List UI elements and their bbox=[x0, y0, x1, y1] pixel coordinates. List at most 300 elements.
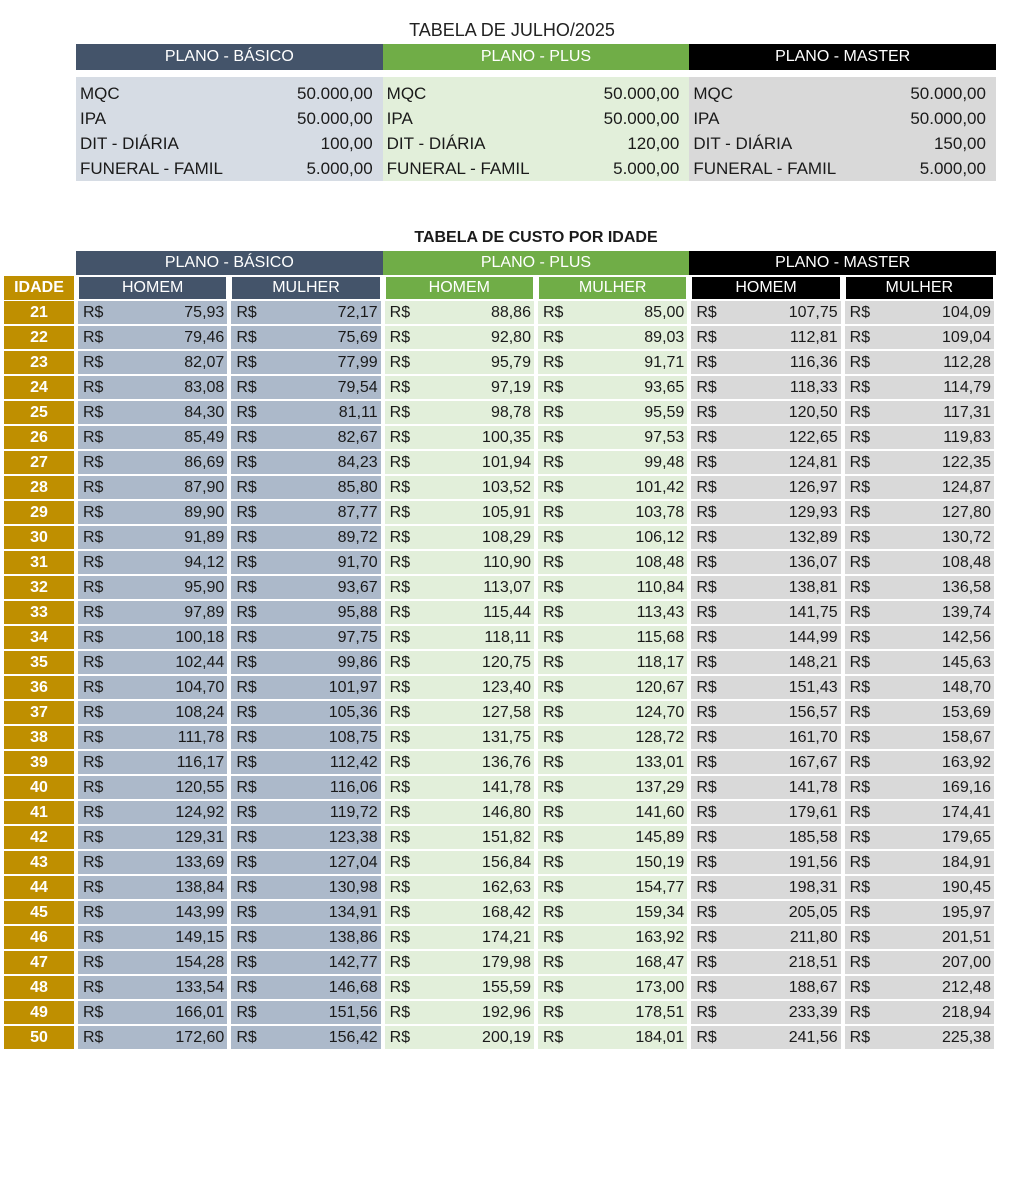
price-value: 142,77 bbox=[328, 954, 378, 971]
currency-symbol: R$ bbox=[696, 879, 717, 896]
currency-symbol: R$ bbox=[849, 379, 871, 396]
currency-symbol: R$ bbox=[83, 779, 104, 796]
price-cell-plus-mulher bbox=[538, 501, 687, 524]
currency-symbol: R$ bbox=[696, 604, 717, 621]
idade-cell: 33 bbox=[4, 601, 74, 624]
currency-symbol: R$ bbox=[849, 704, 871, 721]
price-value: 146,80 bbox=[482, 804, 531, 821]
price-value: 87,90 bbox=[184, 479, 225, 496]
currency-symbol: R$ bbox=[389, 479, 411, 496]
currency-symbol: R$ bbox=[389, 354, 411, 371]
price-value: 201,51 bbox=[942, 929, 991, 946]
table-row bbox=[4, 825, 996, 850]
price-value: 131,75 bbox=[482, 729, 531, 746]
price-cell-basico-mulher bbox=[231, 1001, 380, 1024]
currency-symbol: R$ bbox=[389, 604, 411, 621]
price-cell-basico-homem bbox=[78, 701, 227, 724]
currency-symbol: R$ bbox=[236, 354, 257, 371]
price-value: 123,40 bbox=[482, 679, 531, 696]
currency-symbol: R$ bbox=[542, 304, 564, 321]
price-value: 93,67 bbox=[337, 579, 378, 596]
currency-symbol: R$ bbox=[849, 679, 871, 696]
price-value: 179,65 bbox=[942, 829, 991, 846]
currency-symbol: R$ bbox=[849, 954, 871, 971]
price-value: 124,92 bbox=[175, 804, 225, 821]
price-value: 168,47 bbox=[635, 954, 685, 971]
price-value: 129,31 bbox=[175, 829, 225, 846]
price-value: 141,78 bbox=[482, 779, 531, 796]
price-value: 85,00 bbox=[644, 304, 685, 321]
coverage-label: MQC bbox=[80, 84, 120, 103]
price-cell-master-mulher bbox=[845, 726, 994, 749]
price-cell-basico-homem bbox=[78, 651, 227, 674]
currency-symbol: R$ bbox=[236, 554, 257, 571]
currency-symbol: R$ bbox=[236, 729, 257, 746]
price-value: 174,41 bbox=[942, 804, 991, 821]
currency-symbol: R$ bbox=[83, 504, 104, 521]
table-row bbox=[4, 350, 996, 375]
price-value: 82,07 bbox=[184, 354, 225, 371]
price-value: 138,84 bbox=[175, 879, 225, 896]
price-value: 115,44 bbox=[483, 604, 531, 621]
currency-symbol: R$ bbox=[236, 779, 257, 796]
idade-cell: 39 bbox=[4, 751, 74, 774]
price-value: 107,75 bbox=[788, 304, 838, 321]
price-cell-plus-homem bbox=[385, 351, 534, 374]
price-cell-basico-homem bbox=[78, 376, 227, 399]
price-cell-basico-mulher bbox=[231, 526, 380, 549]
plan-header-basico: PLANO - BÁSICO bbox=[76, 44, 383, 70]
currency-symbol: R$ bbox=[849, 1029, 871, 1046]
price-value: 111,78 bbox=[177, 729, 225, 746]
currency-symbol: R$ bbox=[83, 629, 104, 646]
table-row bbox=[4, 475, 996, 500]
price-cell-master-mulher bbox=[845, 476, 994, 499]
coverage-row bbox=[693, 81, 986, 106]
price-value: 115,68 bbox=[636, 629, 685, 646]
price-value: 205,05 bbox=[788, 904, 838, 921]
table-row bbox=[4, 950, 996, 975]
coverage-value: 50.000,00 bbox=[603, 84, 680, 103]
currency-symbol: R$ bbox=[83, 804, 104, 821]
currency-symbol: R$ bbox=[696, 979, 717, 996]
price-cell-master-homem bbox=[691, 726, 840, 749]
plan-header-plus: PLANO - PLUS bbox=[383, 44, 690, 70]
price-value: 198,31 bbox=[788, 879, 838, 896]
price-value: 185,58 bbox=[788, 829, 838, 846]
currency-symbol: R$ bbox=[389, 629, 411, 646]
coverage-value: 50.000,00 bbox=[910, 84, 986, 103]
table-row bbox=[4, 1025, 996, 1050]
price-value: 116,36 bbox=[789, 354, 838, 371]
price-cell-plus-mulher bbox=[538, 451, 687, 474]
price-value: 84,23 bbox=[337, 454, 378, 471]
currency-symbol: R$ bbox=[849, 1004, 871, 1021]
price-value: 89,90 bbox=[184, 504, 225, 521]
currency-symbol: R$ bbox=[236, 529, 257, 546]
price-cell-plus-mulher bbox=[538, 676, 687, 699]
price-value: 98,78 bbox=[490, 404, 531, 421]
currency-symbol: R$ bbox=[389, 979, 411, 996]
price-cell-basico-homem bbox=[78, 451, 227, 474]
price-cell-plus-mulher bbox=[538, 301, 687, 324]
currency-symbol: R$ bbox=[696, 829, 717, 846]
idade-cell: 45 bbox=[4, 901, 74, 924]
coverage-col-plus bbox=[383, 77, 690, 181]
price-value: 179,98 bbox=[482, 954, 531, 971]
currency-symbol: R$ bbox=[389, 879, 411, 896]
coverage-row bbox=[387, 106, 680, 131]
table-row bbox=[4, 875, 996, 900]
currency-symbol: R$ bbox=[83, 729, 104, 746]
price-value: 118,33 bbox=[789, 379, 838, 396]
currency-symbol: R$ bbox=[696, 429, 717, 446]
idade-cell: 46 bbox=[4, 926, 74, 949]
age-cost-table bbox=[4, 251, 996, 1050]
coverage-label: DIT - DIÁRIA bbox=[693, 134, 793, 153]
price-cell-master-homem bbox=[691, 901, 840, 924]
price-value: 172,60 bbox=[175, 1029, 225, 1046]
coverage-row bbox=[387, 81, 680, 106]
price-cell-master-homem bbox=[691, 551, 840, 574]
age-plan-header-plus: PLANO - PLUS bbox=[383, 251, 690, 275]
idade-cell: 27 bbox=[4, 451, 74, 474]
currency-symbol: R$ bbox=[542, 429, 564, 446]
price-cell-basico-mulher bbox=[231, 951, 380, 974]
currency-symbol: R$ bbox=[83, 929, 104, 946]
price-cell-plus-homem bbox=[385, 701, 534, 724]
currency-symbol: R$ bbox=[542, 379, 564, 396]
price-cell-master-homem bbox=[691, 826, 840, 849]
currency-symbol: R$ bbox=[389, 579, 411, 596]
currency-symbol: R$ bbox=[542, 504, 564, 521]
currency-symbol: R$ bbox=[696, 529, 717, 546]
currency-symbol: R$ bbox=[542, 654, 564, 671]
price-value: 200,19 bbox=[482, 1029, 531, 1046]
coverage-label: FUNERAL - FAMIL bbox=[693, 159, 837, 178]
price-value: 101,94 bbox=[482, 454, 531, 471]
currency-symbol: R$ bbox=[696, 304, 717, 321]
currency-symbol: R$ bbox=[542, 879, 564, 896]
price-cell-master-mulher bbox=[845, 776, 994, 799]
price-value: 156,57 bbox=[788, 704, 838, 721]
currency-symbol: R$ bbox=[389, 454, 411, 471]
age-table-title: TABELA DE CUSTO POR IDADE bbox=[414, 229, 658, 246]
currency-symbol: R$ bbox=[542, 1029, 564, 1046]
age-plan-header-basico: PLANO - BÁSICO bbox=[76, 251, 383, 275]
price-cell-plus-mulher bbox=[538, 526, 687, 549]
table-row bbox=[4, 600, 996, 625]
price-cell-basico-mulher bbox=[231, 726, 380, 749]
currency-symbol: R$ bbox=[236, 629, 257, 646]
price-value: 161,70 bbox=[788, 729, 838, 746]
price-cell-plus-mulher bbox=[538, 626, 687, 649]
currency-symbol: R$ bbox=[236, 379, 257, 396]
price-value: 95,59 bbox=[644, 404, 685, 421]
price-cell-master-homem bbox=[691, 851, 840, 874]
price-cell-plus-homem bbox=[385, 751, 534, 774]
idade-cell: 23 bbox=[4, 351, 74, 374]
price-value: 195,97 bbox=[942, 904, 991, 921]
currency-symbol: R$ bbox=[83, 704, 104, 721]
price-cell-master-mulher bbox=[845, 576, 994, 599]
price-value: 86,69 bbox=[184, 454, 225, 471]
coverage-value: 5.000,00 bbox=[613, 159, 680, 178]
price-cell-master-homem bbox=[691, 951, 840, 974]
currency-symbol: R$ bbox=[236, 754, 257, 771]
table-row bbox=[4, 375, 996, 400]
currency-symbol: R$ bbox=[389, 429, 411, 446]
currency-symbol: R$ bbox=[542, 604, 564, 621]
price-cell-plus-homem bbox=[385, 1001, 534, 1024]
price-value: 87,77 bbox=[337, 504, 378, 521]
coverage-row bbox=[80, 131, 373, 156]
price-cell-plus-homem bbox=[385, 501, 534, 524]
price-value: 141,75 bbox=[788, 604, 838, 621]
currency-symbol: R$ bbox=[542, 729, 564, 746]
price-cell-basico-homem bbox=[78, 676, 227, 699]
price-value: 83,08 bbox=[184, 379, 225, 396]
price-cell-plus-homem bbox=[385, 426, 534, 449]
price-value: 112,81 bbox=[789, 329, 838, 346]
table-row bbox=[4, 850, 996, 875]
price-value: 94,12 bbox=[184, 554, 225, 571]
price-value: 109,04 bbox=[942, 329, 991, 346]
price-value: 142,56 bbox=[942, 629, 991, 646]
price-value: 127,04 bbox=[328, 854, 378, 871]
price-cell-master-homem bbox=[691, 326, 840, 349]
master-homem-header: HOMEM bbox=[691, 276, 840, 300]
currency-symbol: R$ bbox=[236, 404, 257, 421]
table-row bbox=[4, 325, 996, 350]
price-value: 127,80 bbox=[942, 504, 991, 521]
price-value: 124,81 bbox=[788, 454, 838, 471]
idade-cell: 38 bbox=[4, 726, 74, 749]
price-value: 102,44 bbox=[175, 654, 225, 671]
price-cell-master-homem bbox=[691, 376, 840, 399]
price-value: 101,42 bbox=[635, 479, 685, 496]
price-value: 120,55 bbox=[175, 779, 225, 796]
currency-symbol: R$ bbox=[236, 679, 257, 696]
currency-symbol: R$ bbox=[696, 804, 717, 821]
currency-symbol: R$ bbox=[83, 879, 104, 896]
idade-header: IDADE bbox=[4, 276, 74, 300]
price-cell-plus-mulher bbox=[538, 951, 687, 974]
price-value: 117,31 bbox=[943, 404, 991, 421]
price-cell-basico-homem bbox=[78, 951, 227, 974]
price-cell-basico-homem bbox=[78, 601, 227, 624]
price-value: 130,98 bbox=[328, 879, 378, 896]
age-rows bbox=[4, 300, 996, 1050]
currency-symbol: R$ bbox=[236, 879, 257, 896]
price-cell-basico-mulher bbox=[231, 351, 380, 374]
table-row bbox=[4, 550, 996, 575]
price-cell-basico-homem bbox=[78, 851, 227, 874]
price-cell-basico-mulher bbox=[231, 976, 380, 999]
price-cell-plus-mulher bbox=[538, 351, 687, 374]
currency-symbol: R$ bbox=[389, 729, 411, 746]
price-cell-basico-homem bbox=[78, 776, 227, 799]
price-cell-master-homem bbox=[691, 701, 840, 724]
price-cell-basico-mulher bbox=[231, 576, 380, 599]
currency-symbol: R$ bbox=[849, 929, 871, 946]
price-cell-master-mulher bbox=[845, 676, 994, 699]
price-value: 151,43 bbox=[788, 679, 838, 696]
price-value: 139,74 bbox=[942, 604, 991, 621]
price-value: 155,59 bbox=[482, 979, 531, 996]
price-cell-basico-homem bbox=[78, 426, 227, 449]
currency-symbol: R$ bbox=[389, 904, 411, 921]
price-cell-basico-homem bbox=[78, 976, 227, 999]
price-cell-plus-mulher bbox=[538, 926, 687, 949]
price-cell-master-homem bbox=[691, 651, 840, 674]
price-cell-master-mulher bbox=[845, 1001, 994, 1024]
price-cell-basico-homem bbox=[78, 726, 227, 749]
currency-symbol: R$ bbox=[389, 304, 411, 321]
currency-symbol: R$ bbox=[542, 679, 564, 696]
price-cell-basico-homem bbox=[78, 751, 227, 774]
price-cell-basico-mulher bbox=[231, 826, 380, 849]
price-value: 92,80 bbox=[490, 329, 531, 346]
price-cell-plus-homem bbox=[385, 576, 534, 599]
price-value: 153,69 bbox=[942, 704, 991, 721]
price-value: 126,97 bbox=[788, 479, 838, 496]
price-value: 85,49 bbox=[184, 429, 225, 446]
price-cell-basico-homem bbox=[78, 526, 227, 549]
currency-symbol: R$ bbox=[389, 329, 411, 346]
idade-cell: 35 bbox=[4, 651, 74, 674]
currency-symbol: R$ bbox=[696, 554, 717, 571]
currency-symbol: R$ bbox=[83, 479, 104, 496]
price-value: 146,68 bbox=[328, 979, 378, 996]
currency-symbol: R$ bbox=[849, 654, 871, 671]
currency-symbol: R$ bbox=[83, 904, 104, 921]
table-row bbox=[4, 425, 996, 450]
currency-symbol: R$ bbox=[83, 579, 104, 596]
price-value: 188,67 bbox=[788, 979, 838, 996]
coverage-label: DIT - DIÁRIA bbox=[80, 134, 179, 153]
idade-cell: 34 bbox=[4, 626, 74, 649]
idade-cell: 50 bbox=[4, 1026, 74, 1049]
idade-cell: 21 bbox=[4, 301, 74, 324]
price-cell-basico-mulher bbox=[231, 751, 380, 774]
price-cell-basico-mulher bbox=[231, 801, 380, 824]
table-row bbox=[4, 450, 996, 475]
currency-symbol: R$ bbox=[389, 829, 411, 846]
currency-symbol: R$ bbox=[389, 404, 411, 421]
price-value: 120,67 bbox=[635, 679, 685, 696]
price-cell-master-homem bbox=[691, 1026, 840, 1049]
price-cell-plus-mulher bbox=[538, 576, 687, 599]
idade-cell: 36 bbox=[4, 676, 74, 699]
price-cell-plus-mulher bbox=[538, 851, 687, 874]
price-value: 130,72 bbox=[942, 529, 991, 546]
price-cell-basico-homem bbox=[78, 301, 227, 324]
coverage-label: MQC bbox=[386, 84, 427, 103]
price-value: 85,80 bbox=[337, 479, 378, 496]
price-cell-plus-homem bbox=[385, 851, 534, 874]
coverage-label: IPA bbox=[386, 109, 413, 128]
currency-symbol: R$ bbox=[389, 679, 411, 696]
price-value: 118,17 bbox=[636, 654, 685, 671]
price-cell-basico-mulher bbox=[231, 901, 380, 924]
price-cell-master-mulher bbox=[845, 551, 994, 574]
price-value: 218,94 bbox=[942, 1004, 991, 1021]
price-cell-basico-mulher bbox=[231, 1026, 380, 1049]
price-cell-master-mulher bbox=[845, 626, 994, 649]
table-row bbox=[4, 625, 996, 650]
price-cell-master-homem bbox=[691, 751, 840, 774]
currency-symbol: R$ bbox=[696, 1004, 717, 1021]
currency-symbol: R$ bbox=[83, 1004, 104, 1021]
currency-symbol: R$ bbox=[696, 379, 717, 396]
price-cell-basico-mulher bbox=[231, 701, 380, 724]
currency-symbol: R$ bbox=[542, 779, 564, 796]
price-value: 113,07 bbox=[483, 579, 531, 596]
price-value: 179,61 bbox=[788, 804, 838, 821]
price-cell-plus-homem bbox=[385, 551, 534, 574]
price-value: 149,15 bbox=[175, 929, 225, 946]
price-value: 122,35 bbox=[942, 454, 991, 471]
currency-symbol: R$ bbox=[849, 454, 871, 471]
currency-symbol: R$ bbox=[389, 804, 411, 821]
price-value: 118,11 bbox=[484, 629, 531, 646]
currency-symbol: R$ bbox=[389, 504, 411, 521]
currency-symbol: R$ bbox=[696, 1029, 717, 1046]
currency-symbol: R$ bbox=[83, 354, 104, 371]
price-cell-plus-homem bbox=[385, 476, 534, 499]
price-cell-master-mulher bbox=[845, 301, 994, 324]
price-value: 218,51 bbox=[788, 954, 838, 971]
price-value: 100,35 bbox=[482, 429, 531, 446]
price-value: 163,92 bbox=[942, 754, 991, 771]
currency-symbol: R$ bbox=[696, 754, 717, 771]
coverage-value: 5.000,00 bbox=[306, 159, 373, 178]
price-value: 241,56 bbox=[788, 1029, 838, 1046]
table-row bbox=[4, 675, 996, 700]
currency-symbol: R$ bbox=[542, 529, 564, 546]
price-value: 99,48 bbox=[644, 454, 685, 471]
plus-mulher-header: MULHER bbox=[538, 276, 687, 300]
currency-symbol: R$ bbox=[236, 304, 257, 321]
price-cell-master-mulher bbox=[845, 951, 994, 974]
price-value: 154,28 bbox=[175, 954, 225, 971]
price-value: 75,93 bbox=[184, 304, 225, 321]
price-value: 108,48 bbox=[942, 554, 991, 571]
price-value: 72,17 bbox=[337, 304, 378, 321]
price-value: 88,86 bbox=[490, 304, 531, 321]
age-sub-header-row bbox=[4, 276, 996, 300]
currency-symbol: R$ bbox=[849, 554, 871, 571]
price-cell-master-mulher bbox=[845, 926, 994, 949]
price-value: 127,58 bbox=[482, 704, 531, 721]
price-cell-master-mulher bbox=[845, 801, 994, 824]
currency-symbol: R$ bbox=[696, 679, 717, 696]
price-cell-basico-homem bbox=[78, 351, 227, 374]
price-cell-plus-homem bbox=[385, 901, 534, 924]
coverage-col-basico bbox=[76, 77, 383, 181]
price-value: 151,82 bbox=[482, 829, 531, 846]
coverage-table bbox=[76, 44, 996, 181]
price-value: 192,96 bbox=[482, 1004, 531, 1021]
price-value: 154,77 bbox=[635, 879, 685, 896]
price-cell-basico-mulher bbox=[231, 451, 380, 474]
currency-symbol: R$ bbox=[696, 904, 717, 921]
currency-symbol: R$ bbox=[696, 954, 717, 971]
price-value: 168,42 bbox=[482, 904, 531, 921]
price-value: 110,90 bbox=[483, 554, 531, 571]
price-cell-plus-mulher bbox=[538, 976, 687, 999]
